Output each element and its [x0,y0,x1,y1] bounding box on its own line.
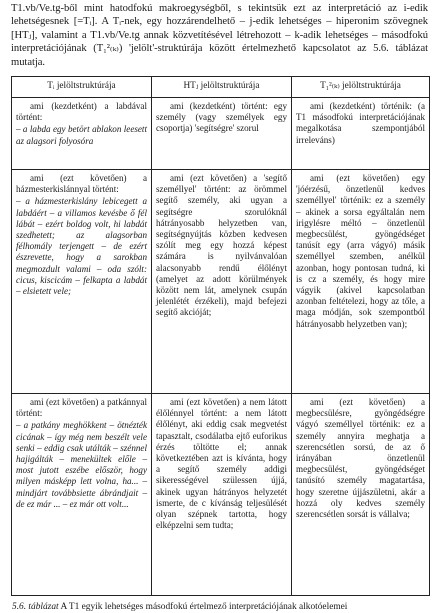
caption-label: 5.6. táblázat [12,602,59,612]
table-row [12,394,430,596]
table-caption [12,602,347,613]
cell-text: ami (ezt követően) a megbecsülésre, gyöngédségre vágyó személlyel történik: ez a személy annyira meghatja a szerencsétlen sorsú, de az ő irányában önzetlenül megbecsülést, gyöngédséget tanúsító személy magatartása, hogy szeretne újjászületni, akár a hozzá oly kedves személy szerencsétlen sorsát is vállalva; [296,397,425,520]
cell-example: – a házmesterkislány lebicegett a labdáért – a villamos kevésbe ő fél lábát – ezért boldog volt, hi labdát szedhetett; az alagsorban félhomály terjengett – de ezért észrevette, hogy a sarokban megmozdult valami – oda szólt: cicus, kiscicám – felkapta a labdát – elsietett vele; [16,196,147,297]
cell-text: ami (ezt követően) a patkánnyal történt: [16,397,147,419]
table-header-row [12,77,430,98]
table-cell [152,98,292,170]
header-ti-structure: Tᵢ jelöltstruktúrája [12,77,152,98]
table-cell [152,394,292,596]
table-cell [292,98,430,170]
cell-text: ami (ezt követően) a nem látott élőlénnyel történt: a nem látott élőlényt, aki eddig csak megvetést tapasztalt, csodálatba ejtő euforikus érzés töltötte el; annak következtében azt is kívánta, hogy a segítő személy addigi sikerességével szülessen újjá, akinek ugyan hátrányos helyzetét ismerte, de c kívánság teljesülését olyan szépnek tartotta, hogy elképzelni sem tudta; [156,397,287,531]
cell-example: – a patkány meghökkent – ötnézték cicának – így még nem beszélt vele senki – eddig csak utálták – szénnel hajigálták – menekültek előle – most jutott eszébe először, hogy milyen másképp lett volna, ha... – mindjárt továbbsiette ábrándjait – de ez már ... – ez már ott volt... [16,420,147,509]
cell-text: ami (ezt követően) a 'segítő személlyel' történt: az örömmel segítő személy, aki ugyan a segítségre szorulóknál hátrányosabb helyzetben van, segítségnyújtás közben kedvesen szólít meg egy hozzá képest számára is nyilvánvalóan alacsonyabb rendű élőlényt (amelyet az adott körülmények között nem lát, amelynek csupán jelenlétét érzékeli), majd befejezi segítő akcióját; [156,173,287,318]
table-cell [12,98,152,170]
table-cell [12,170,152,394]
cell-text: ami (kezdetként) történik: (a T1 másodfokú interpretációjának megalkotása szempontjából irreleváns) [296,101,425,145]
cell-text: ami (kezdetként) történt: egy személy (vagy személyek egy csoportja) 'segítségre' szorul [156,101,287,134]
caption-text: A T1 egyik lehetséges másodfokú értelmező interpretációjának alkotóelemei [60,602,348,612]
interpretation-table [11,76,430,596]
cell-example: – a labda egy betört ablakon leesett az alagsori folyosóra [16,124,147,146]
table-cell [152,170,292,394]
header-htj-structure: HTⱼ jelöltstruktúrája [152,77,292,98]
intro-paragraph [11,2,428,76]
header-t1k-structure: T₁²₍ₖ₎ jelöltstruktúrája [292,77,430,98]
table-row [12,170,430,394]
cell-text: ami (ezt követően) a házmesterkislánnyal történt: [16,173,147,195]
intro-text: T1.vb/Ve.tg-ből mint hatodfokú makroegységből, s tekintsük ezt az interpretáció az i-edik lehetségesnek [=Tᵢ]. A Tᵢ-nek, egy hozzárendelhető – j-edik lehetséges – hiperonim szövegnek [HTⱼ], valamint a T1.vb/Ve.tg annak közvetítésével létrehozott – k-adik lehetséges – másodfokú interpretációjának (T₁²₍ₖ₎) 'jelölt'-struktúrája között értelmezhető kapcsolatot az 5.6. táblázat mutatja. [11,3,428,68]
cell-text: ami (kezdetként) a labdával történt: [16,101,147,123]
table-cell [292,394,430,596]
table-cell [292,170,430,394]
table-row [12,98,430,170]
table-cell [12,394,152,596]
cell-text: ami (ezt követően) egy 'jóérzésű, önzetlenül kedves személlyel' történik: ez a személy – akinek a sorsa egyáltalán nem irigylésre méltó – önzetlenül megbecsülést, gyöngédséget tanúsít egy (arra vágyó) másik személlyel szemben, anélkül azonban, hogy pontosan tudná, ki is cz a személy, és hogy mire vágyik (akivel kapcsolatban azonban feltételezi, hogy az tőle, a maga módján, sok szempontból hátrányosabb helyzetben van); [296,173,425,329]
